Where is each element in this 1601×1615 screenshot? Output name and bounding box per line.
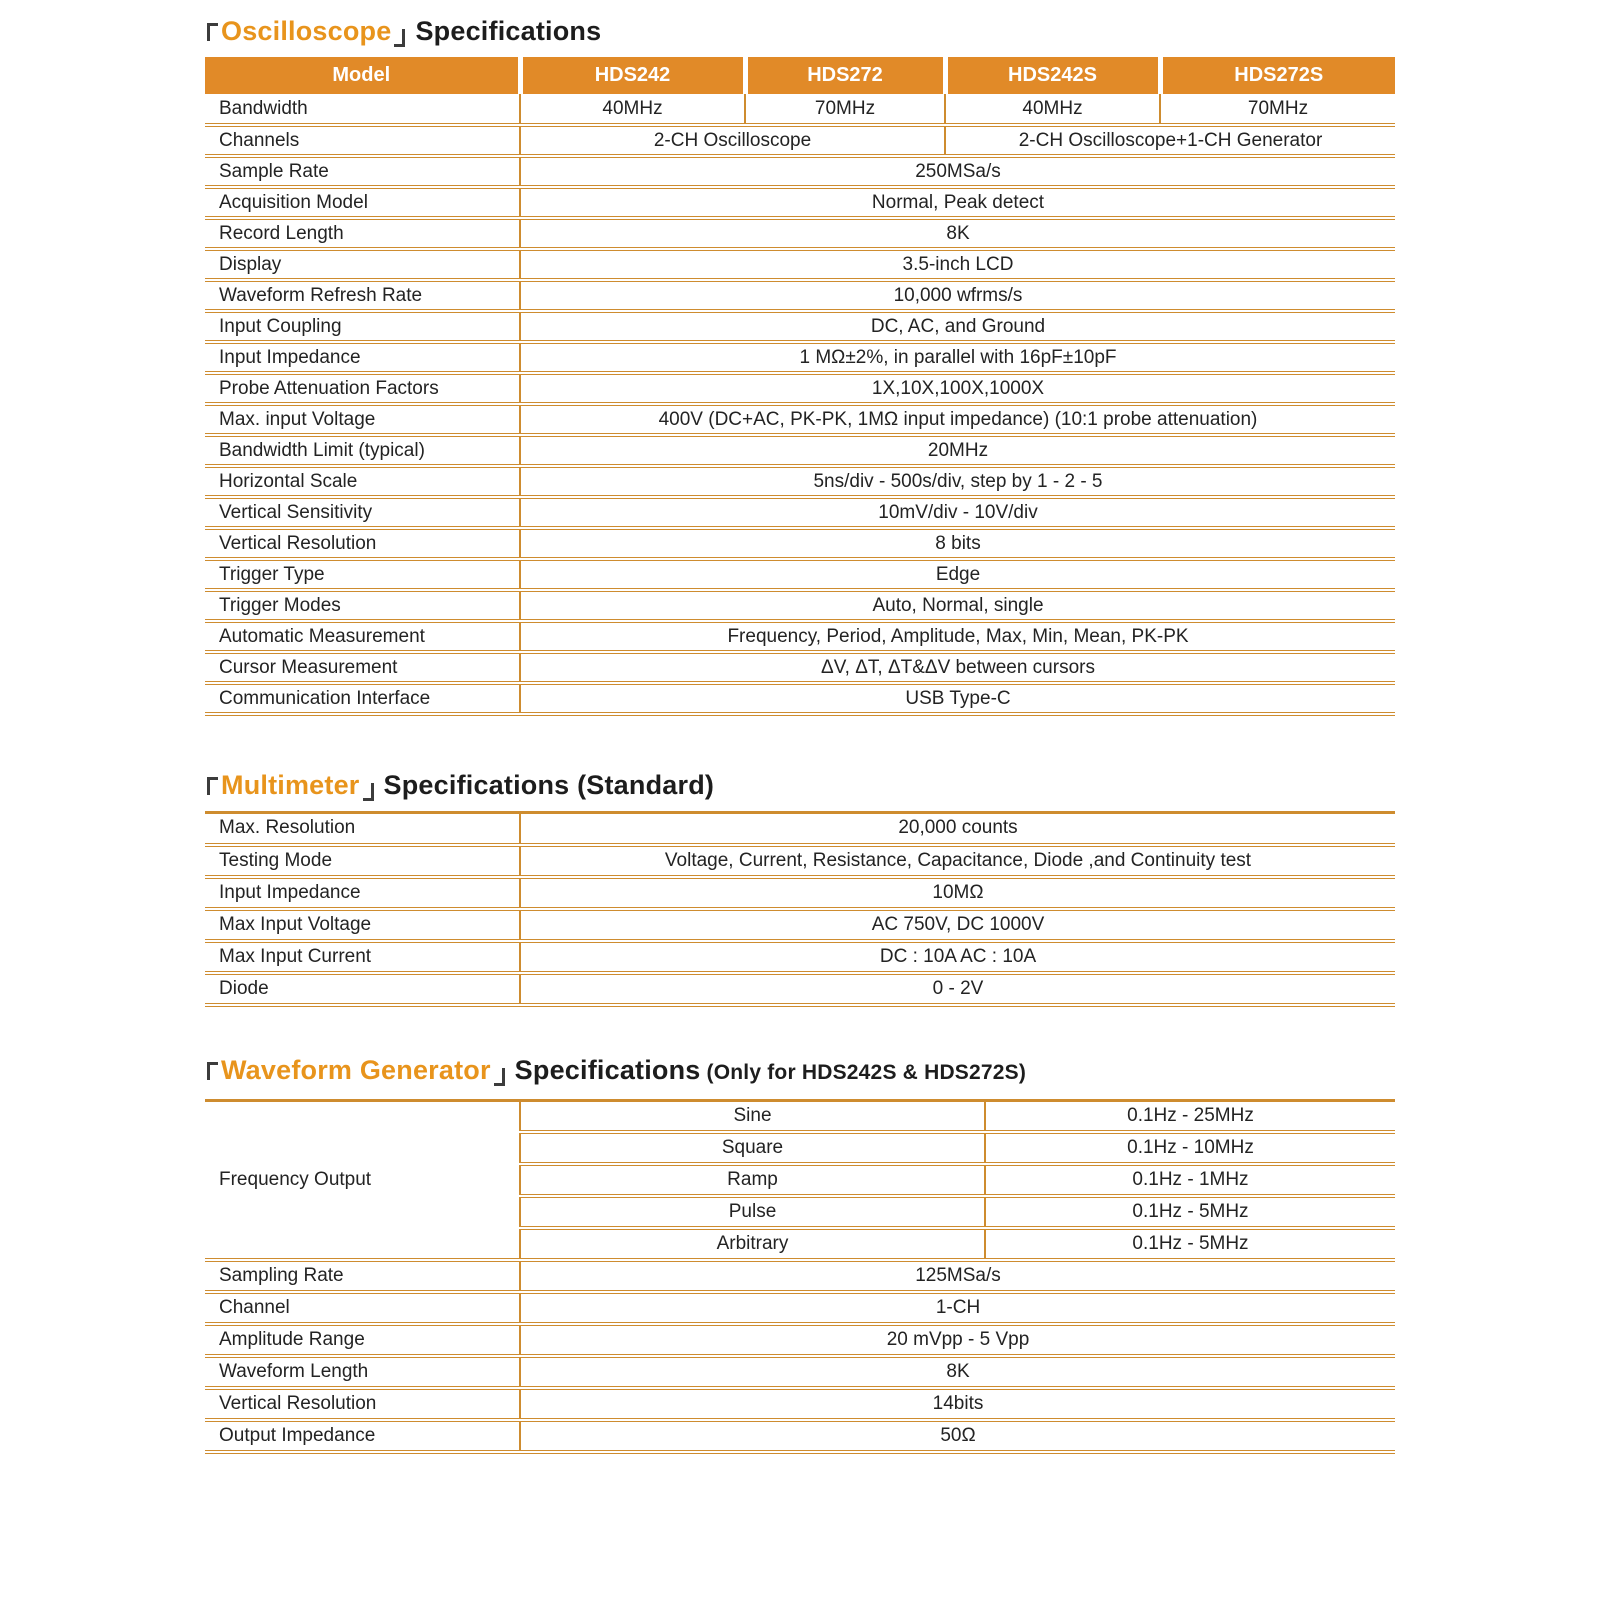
table-row [205,845,1395,877]
table-row [205,404,1395,435]
row-label: Input Impedance [205,342,520,373]
row-label: Input Coupling [205,311,520,342]
cell-frequency-range: 0.1Hz - 10MHz [985,1132,1395,1164]
bracket-open-icon [207,23,218,41]
row-label: Max. input Voltage [205,404,520,435]
cell-value: 10,000 wfrms/s [520,280,1395,311]
cell-value: Frequency, Period, Amplitude, Max, Min, Mean, PK-PK [520,621,1395,652]
cell-waveform-type: Ramp [520,1164,985,1196]
cell-value: 2-CH Oscilloscope+1-CH Generator [945,125,1395,156]
row-label: Testing Mode [205,845,520,877]
table-row [205,528,1395,559]
row-label: Diode [205,973,520,1005]
table-row [205,311,1395,342]
table-row [205,1324,1395,1356]
multimeter-title-subtitle: Specifications (Standard) [383,770,715,800]
table-row [205,249,1395,280]
waveform-generator-title-note: (Only for HDS242S & HDS272S) [706,1060,1027,1084]
cell-waveform-type: Square [520,1132,985,1164]
row-label: Vertical Resolution [205,1388,520,1420]
cell-value: Edge [520,559,1395,590]
cell-value: 14bits [520,1388,1395,1420]
row-label: Waveform Refresh Rate [205,280,520,311]
cell-value: Auto, Normal, single [520,590,1395,621]
row-label: Probe Attenuation Factors [205,373,520,404]
cell-value: 20MHz [520,435,1395,466]
cell-value: 8K [520,1356,1395,1388]
table-row [205,652,1395,683]
row-label: Max. Resolution [205,813,520,845]
row-label: Bandwidth [205,94,520,125]
row-label: Vertical Resolution [205,528,520,559]
cell-value: 1X,10X,100X,1000X [520,373,1395,404]
cell-value: 1 MΩ±2%, in parallel with 16pF±10pF [520,342,1395,373]
bracket-open-icon [207,1062,218,1080]
table-row [205,559,1395,590]
cell-value: 2-CH Oscilloscope [520,125,945,156]
spec-sheet-page [205,14,1395,1454]
table-row [205,683,1395,714]
table-row [205,218,1395,249]
table-row [205,1420,1395,1452]
cell-value: 250MSa/s [520,156,1395,187]
cell-value: 1-CH [520,1292,1395,1324]
row-label-frequency-output: Frequency Output [205,1100,520,1260]
cell-frequency-range: 0.1Hz - 5MHz [985,1228,1395,1260]
waveform-generator-spec-table [205,1099,1395,1455]
table-row [205,373,1395,404]
row-label: Trigger Modes [205,590,520,621]
oscilloscope-title-subtitle: Specifications [415,16,602,46]
waveform-generator-section-title [207,1053,1395,1090]
row-label: Horizontal Scale [205,466,520,497]
multimeter-title-text: Multimeter [221,770,360,800]
cell-value: 40MHz [520,94,745,125]
cell-waveform-type: Arbitrary [520,1228,985,1260]
cell-waveform-type: Pulse [520,1196,985,1228]
cell-value: Normal, Peak detect [520,187,1395,218]
table-row [205,187,1395,218]
cell-value: 70MHz [1160,94,1395,125]
cell-frequency-range: 0.1Hz - 25MHz [985,1100,1395,1132]
row-label: Amplitude Range [205,1324,520,1356]
cell-value: 20 mVpp - 5 Vpp [520,1324,1395,1356]
row-label: Vertical Sensitivity [205,497,520,528]
table-row-channels [205,125,1395,156]
cell-value: 8K [520,218,1395,249]
cell-frequency-range: 0.1Hz - 1MHz [985,1164,1395,1196]
cell-value: 400V (DC+AC, PK-PK, 1MΩ input impedance) (10:1 probe attenuation) [520,404,1395,435]
table-row [205,909,1395,941]
bracket-close-icon [363,783,374,801]
table-row [205,941,1395,973]
cell-value: 20,000 counts [520,813,1395,845]
bracket-close-icon [394,29,405,47]
table-row [205,280,1395,311]
table-row [205,813,1395,845]
cell-value: 0 - 2V [520,973,1395,1005]
column-header-hds242: HDS242 [520,57,745,94]
multimeter-spec-table [205,811,1395,1007]
cell-waveform-type: Sine [520,1100,985,1132]
cell-value: ΔV, ΔT, ΔT&ΔV between cursors [520,652,1395,683]
table-row [205,973,1395,1005]
table-row [205,435,1395,466]
waveform-generator-title-subtitle: Specifications [514,1054,701,1085]
column-header-hds272: HDS272 [745,57,945,94]
section-gap [205,1007,1395,1053]
row-label: Communication Interface [205,683,520,714]
row-label: Cursor Measurement [205,652,520,683]
column-header-hds272s: HDS272S [1160,57,1395,94]
cell-value: 8 bits [520,528,1395,559]
row-label: Display [205,249,520,280]
table-row [205,621,1395,652]
oscilloscope-title-text: Oscilloscope [221,16,392,46]
table-row [205,1356,1395,1388]
row-label: Max Input Voltage [205,909,520,941]
waveform-generator-title-text: Waveform Generator [221,1054,491,1085]
cell-value: 10MΩ [520,877,1395,909]
table-row [205,1260,1395,1292]
cell-value: DC : 10A AC : 10A [520,941,1395,973]
cell-value: 40MHz [945,94,1160,125]
cell-value: DC, AC, and Ground [520,311,1395,342]
row-label: Automatic Measurement [205,621,520,652]
row-label: Channel [205,1292,520,1324]
row-label: Input Impedance [205,877,520,909]
column-header-hds242s: HDS242S [945,57,1160,94]
row-label: Sample Rate [205,156,520,187]
row-label: Waveform Length [205,1356,520,1388]
waveform-generator-section [205,1053,1395,1455]
column-header-model: Model [205,57,520,94]
table-row [205,497,1395,528]
table-row [205,466,1395,497]
bracket-open-icon [207,777,218,795]
cell-value: 50Ω [520,1420,1395,1452]
table-row [205,1388,1395,1420]
table-row [205,1292,1395,1324]
row-label: Sampling Rate [205,1260,520,1292]
cell-value: AC 750V, DC 1000V [520,909,1395,941]
cell-value: 5ns/div - 500s/div, step by 1 - 2 - 5 [520,466,1395,497]
row-label: Bandwidth Limit (typical) [205,435,520,466]
cell-value: 70MHz [745,94,945,125]
table-row [205,877,1395,909]
multimeter-section-title [207,768,1395,802]
cell-value: 3.5-inch LCD [520,249,1395,280]
table-row [205,590,1395,621]
table-row [205,342,1395,373]
row-label: Output Impedance [205,1420,520,1452]
cell-value: 10mV/div - 10V/div [520,497,1395,528]
table-row [205,156,1395,187]
oscilloscope-section-title [207,14,1395,48]
table-row-frequency [205,1100,1395,1132]
oscilloscope-section [205,14,1395,716]
cell-value: Voltage, Current, Resistance, Capacitance, Diode ,and Continuity test [520,845,1395,877]
bracket-close-icon [494,1068,505,1086]
row-label: Acquisition Model [205,187,520,218]
oscilloscope-spec-table [205,57,1395,716]
row-label: Channels [205,125,520,156]
row-label: Record Length [205,218,520,249]
multimeter-section [205,768,1395,1007]
cell-value: 125MSa/s [520,1260,1395,1292]
cell-value: USB Type-C [520,683,1395,714]
row-label: Trigger Type [205,559,520,590]
table-row-bandwidth [205,94,1395,125]
oscilloscope-header-row [205,57,1395,94]
section-gap [205,716,1395,768]
cell-frequency-range: 0.1Hz - 5MHz [985,1196,1395,1228]
row-label: Max Input Current [205,941,520,973]
